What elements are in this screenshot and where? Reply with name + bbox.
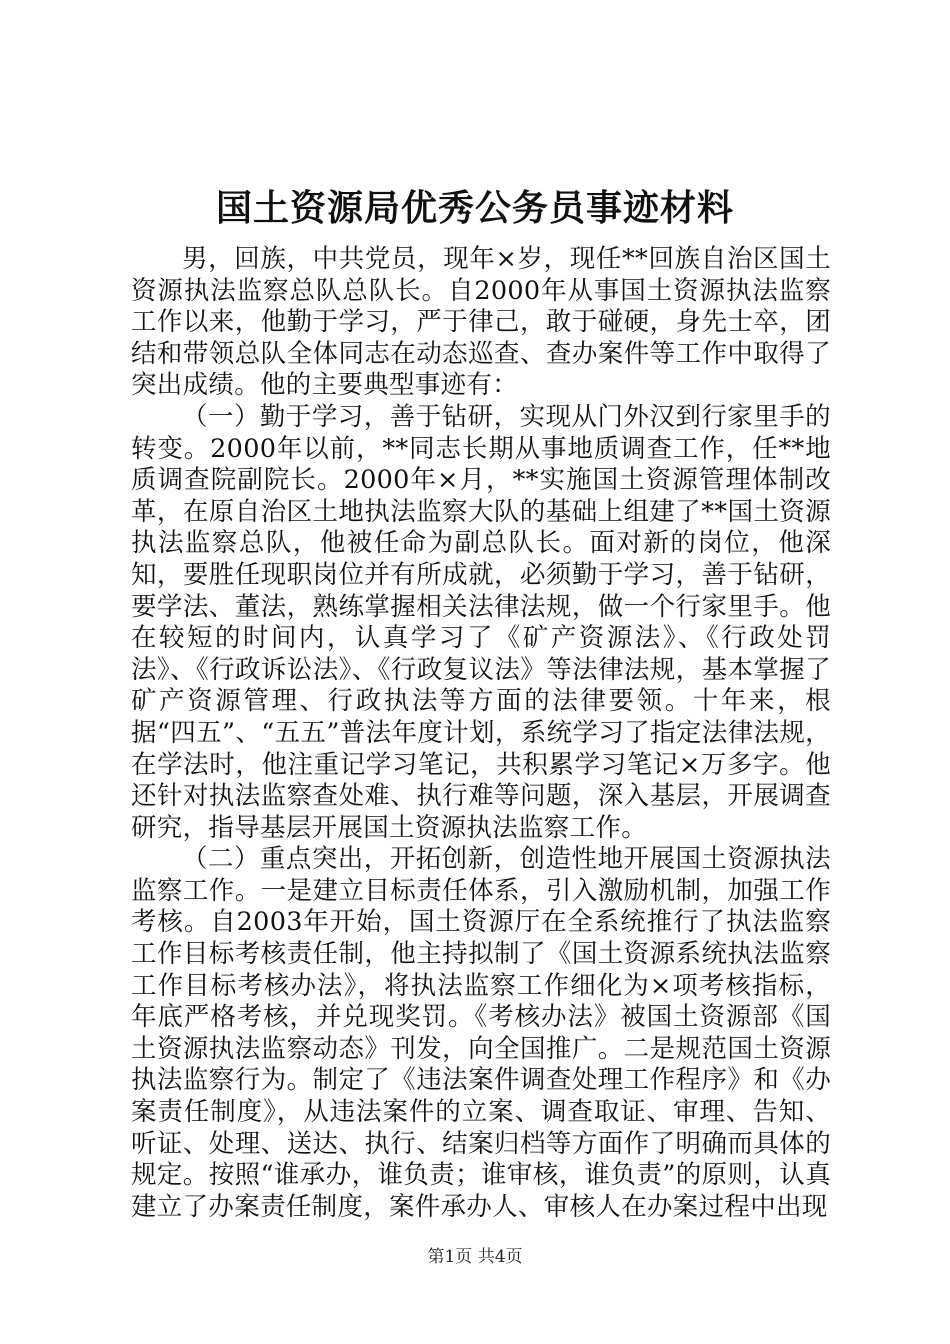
page-number-footer: 第1页 共4页 (427, 1247, 523, 1267)
paragraph-section-two: （二）重点突出，开拓创新，创造性地开展国土资源执法监察工作。一是建立目标责任体系，引入激励机制，加强工作考核。自2003年开始，国土资源厅在全系统推行了执法监察工作目标考核责任制，他主持拟制了《国土资源系统执法监察工作目标考核办法》，将执法监察工作细化为×项考核指标，年底严格考核，并兑现奖罚。《考核办法》被国土资源部《国土资源执法监察动态》刊发，向全国推广。二是规范国土资源执法监察行为。制定了《违法案件调查处理工作程序》和《办案责任制度》，从违法案件的立案、调查取证、审理、告知、听证、处理、送达、执行、结案归档等方面作了明确而具体的规定。按照“谁承办，谁负责；谁审核，谁负责”的原则，认真建立了办案责任制度，案件承办人、审核人在办案过程中出现 (131, 844, 831, 1222)
document-title: 国土资源局优秀公务员事迹材料 (215, 187, 734, 229)
document-body (131, 244, 831, 1223)
paragraph-section-one: （一）勤于学习，善于钻研，实现从门外汉到行家里手的转变。2000年以前，**同志长期从事地质调查工作，任**地质调查院副院长。2000年×月，**实施国土资源管理体制改革，在原自治区土地执法监察大队的基础上组建了**国土资源执法监察总队，他被任命为副总队长。面对新的岗位，他深知，要胜任现职岗位并有所成就，必须勤于学习，善于钻研，要学法、董法，熟练掌握相关法律法规，做一个行家里手。他在较短的时间内，认真学习了《矿产资源法》、《行政处罚法》、《行政诉讼法》、《行政复议法》等法律法规，基本掌握了矿产资源管理、行政执法等方面的法律要领。十年来，根据“四五”、“五五”普法年度计划，系统学习了指定法律法规，在学法时，他注重记学习笔记，共积累学习笔记×万多字。他还针对执法监察查处难、执行难等问题，深入基层，开展调查研究，指导基层开展国土资源执法监察工作。 (131, 401, 831, 843)
paragraph-intro: 男，回族，中共党员，现年×岁，现任**回族自治区国土资源执法监察总队总队长。自2000年从事国土资源执法监察工作以来，他勤于学习，严于律己，敢于碰硬，身先士卒，团结和带领总队全体同志在动态巡查、查办案件等工作中取得了突出成绩。他的主要典型事迹有： (131, 244, 831, 401)
